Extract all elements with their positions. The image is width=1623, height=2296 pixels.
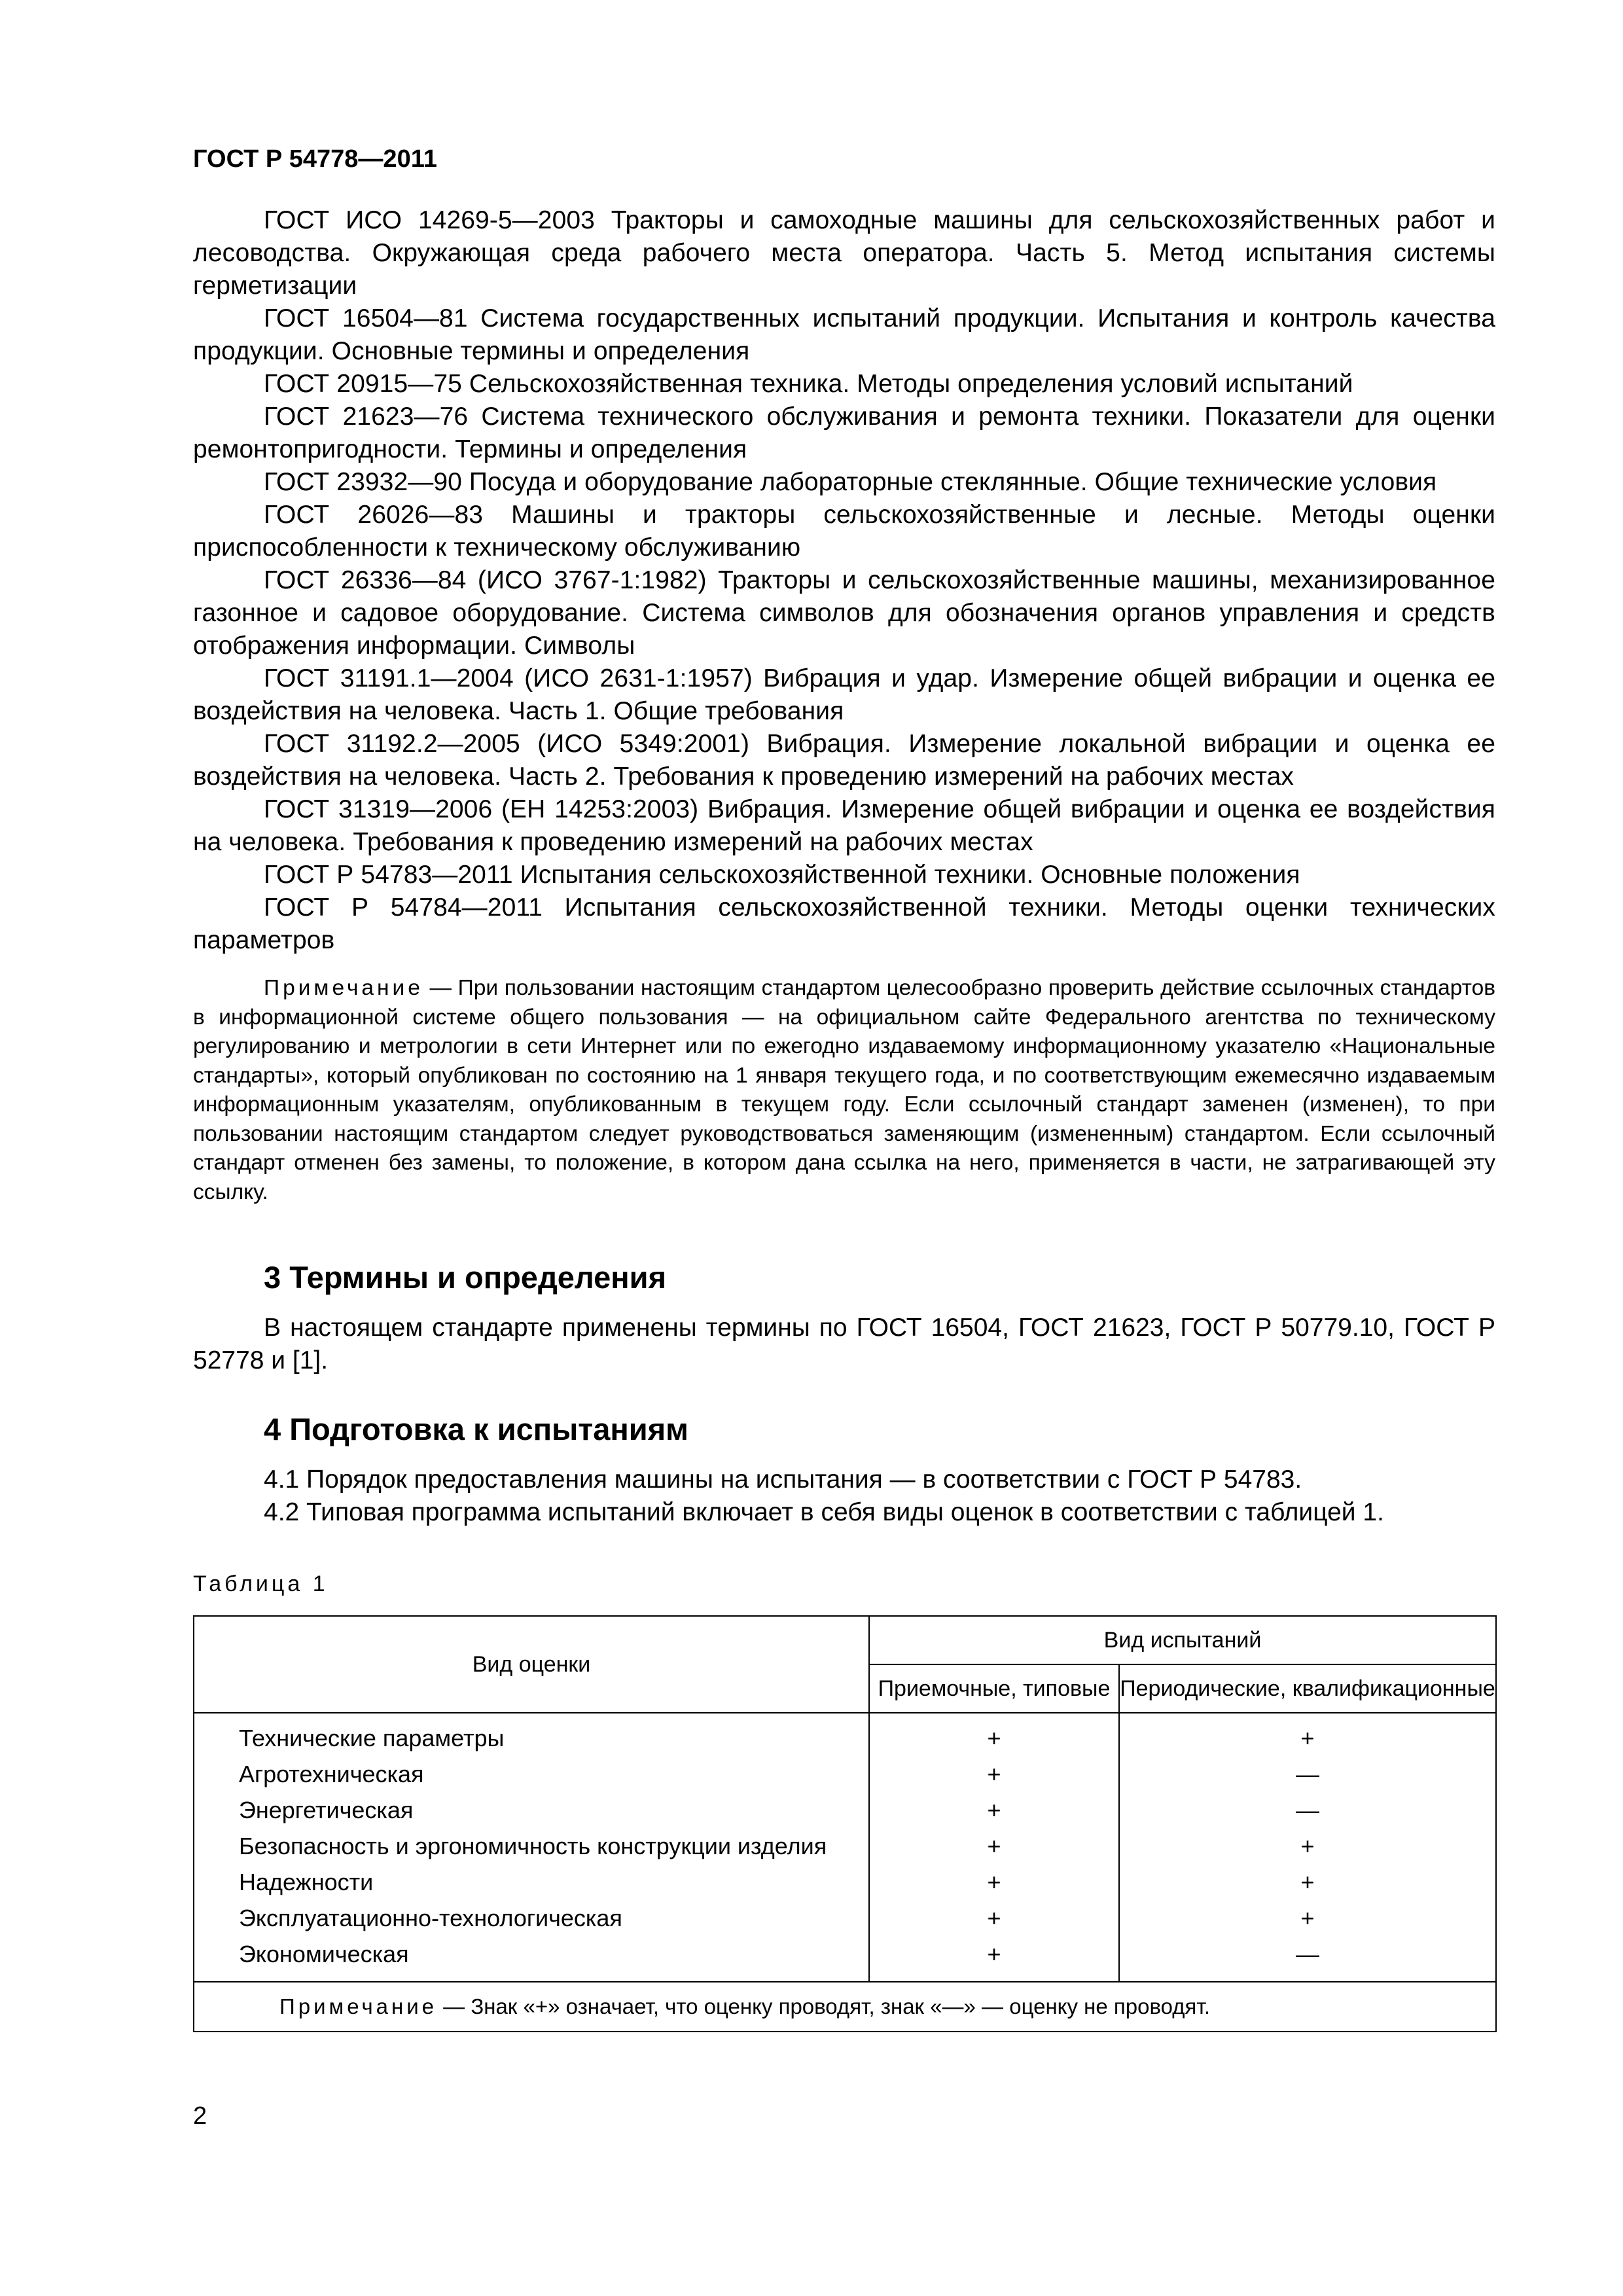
table-title: Таблица 1 [193, 1571, 329, 1596]
acceptance-mark: + [869, 1864, 1119, 1900]
clause-4-2: 4.2 Типовая программа испытаний включает в себя виды оценок в соответствии с таблицей 1. [264, 1498, 1384, 1526]
periodic-mark: — [1119, 1936, 1496, 1982]
row-name: Надежности [194, 1864, 869, 1900]
reference-item: ГОСТ ИСО 14269-5—2003 Тракторы и самоходные машины для сельскохозяйственных работ и лесоводства. Окружающая среда рабочего места оператора. Часть 5. Метод испытания системы герметизации [193, 206, 1495, 300]
table-note [194, 1982, 1496, 2032]
reference-item: ГОСТ 31192.2—2005 (ИСО 5349:2001) Вибрация. Измерение локальной вибрации и оценка ее воздействия на человека. Часть 2. Требования к проведению измерений на рабочих местах [193, 730, 1495, 791]
reference-item: ГОСТ 31319—2006 (ЕН 14253:2003) Вибрация. Измерение общей вибрации и оценка ее воздействия на человека. Требования к проведению измерений на рабочих местах [193, 795, 1495, 856]
table-row [194, 1864, 1496, 1900]
row-name: Безопасность и эргономичность конструкции изделия [194, 1828, 869, 1864]
document-header: ГОСТ Р 54778—2011 [193, 145, 437, 173]
row-name: Агротехническая [194, 1756, 869, 1792]
periodic-mark: + [1119, 1828, 1496, 1864]
note-label: Примечание [264, 976, 423, 1000]
periodic-mark: + [1119, 1900, 1496, 1936]
section-3-text: В настоящем стандарте применены термины по ГОСТ 16504, ГОСТ 21623, ГОСТ Р 50779.10, ГОСТ Р 52778 и [1]. [193, 1314, 1495, 1374]
reference-item: ГОСТ 23932—90 Посуда и оборудование лабораторные стеклянные. Общие технические условия [264, 468, 1437, 496]
document-page [193, 144, 1495, 2032]
table-note-row [194, 1982, 1496, 2032]
periodic-mark: — [1119, 1756, 1496, 1792]
table-row [194, 1756, 1496, 1792]
acceptance-mark: + [869, 1792, 1119, 1828]
table-row [194, 1713, 1496, 1756]
acceptance-mark: + [869, 1756, 1119, 1792]
periodic-mark: — [1119, 1792, 1496, 1828]
periodic-mark: + [1119, 1864, 1496, 1900]
col-header-evaluation: Вид оценки [194, 1616, 869, 1713]
section-4-title: 4 Подготовка к испытаниям [264, 1412, 688, 1446]
normative-references [193, 204, 1495, 957]
table-note-text: — Знак «+» означает, что оценку проводят, знак «—» — оценку не проводят. [437, 1994, 1211, 2018]
row-name: Экономическая [194, 1936, 869, 1982]
col-header-acceptance: Приемочные, типовые [869, 1664, 1119, 1713]
reference-item: ГОСТ Р 54783—2011 Испытания сельскохозяйственной техники. Основные положения [264, 861, 1300, 889]
references-note [193, 974, 1495, 1207]
reference-item: ГОСТ 26336—84 (ИСО 3767-1:1982) Тракторы и сельскохозяйственные машины, механизированное газонное и садовое оборудование. Система символов для обозначения органов управления и средств отображения информации. Символы [193, 566, 1495, 660]
evaluation-table [193, 1615, 1497, 2032]
table-row [194, 1792, 1496, 1828]
table-row [194, 1828, 1496, 1864]
row-name: Эксплуатационно-технологическая [194, 1900, 869, 1936]
table-note-label: Примечание [279, 1994, 438, 2018]
note-text: — При пользовании настоящим стандартом целесообразно проверить действие ссылочных стандартов в информационной системе общего пользования — на официальном сайте Федерального агентства по техническому регулированию и метрологии в сети Интернет или по ежегодно издаваемому информационному указателю «Национальные стандарты», который опубликован по состоянию на 1 января текущего года, и по соответствующим ежемесячно издаваемым информационным указателям, опубликованным в текущем году. Если ссылочный стандарт заменен (изменен), то при пользовании настоящим стандартом следует руководствоваться заменяющим (измененным) стандартом. Если ссылочный стандарт отменен без замены, то положение, в котором дана ссылка на него, применяется в части, не затрагивающей эту ссылку. [193, 976, 1495, 1204]
acceptance-mark: + [869, 1713, 1119, 1756]
reference-item: ГОСТ 16504—81 Система государственных испытаний продукции. Испытания и контроль качества продукции. Основные термины и определения [193, 304, 1495, 365]
reference-item: ГОСТ 21623—76 Система технического обслуживания и ремонта техники. Показатели для оценки ремонтопригодности. Термины и определения [193, 403, 1495, 463]
reference-item: ГОСТ Р 54784—2011 Испытания сельскохозяйственной техники. Методы оценки технических параметров [193, 893, 1495, 954]
table-row [194, 1900, 1496, 1936]
acceptance-mark: + [869, 1900, 1119, 1936]
table-row [194, 1936, 1496, 1982]
acceptance-mark: + [869, 1936, 1119, 1982]
page-number: 2 [193, 2102, 207, 2130]
col-header-periodic: Периодические, квалификационные [1119, 1664, 1496, 1713]
row-name: Энергетическая [194, 1792, 869, 1828]
clause-4-1: 4.1 Порядок предоставления машины на испытания — в соответствии с ГОСТ Р 54783. [264, 1465, 1302, 1494]
acceptance-mark: + [869, 1828, 1119, 1864]
col-header-test-type: Вид испытаний [869, 1616, 1496, 1664]
periodic-mark: + [1119, 1713, 1496, 1756]
reference-item: ГОСТ 26026—83 Машины и тракторы сельскохозяйственные и лесные. Методы оценки приспособленности к техническому обслуживанию [193, 501, 1495, 562]
section-3-title: 3 Термины и определения [264, 1260, 666, 1295]
reference-item: ГОСТ 31191.1—2004 (ИСО 2631-1:1957) Вибрация и удар. Измерение общей вибрации и оценка ее воздействия на человека. Часть 1. Общие требования [193, 664, 1495, 725]
row-name: Технические параметры [194, 1713, 869, 1756]
reference-item: ГОСТ 20915—75 Сельскохозяйственная техника. Методы определения условий испытаний [264, 370, 1353, 398]
